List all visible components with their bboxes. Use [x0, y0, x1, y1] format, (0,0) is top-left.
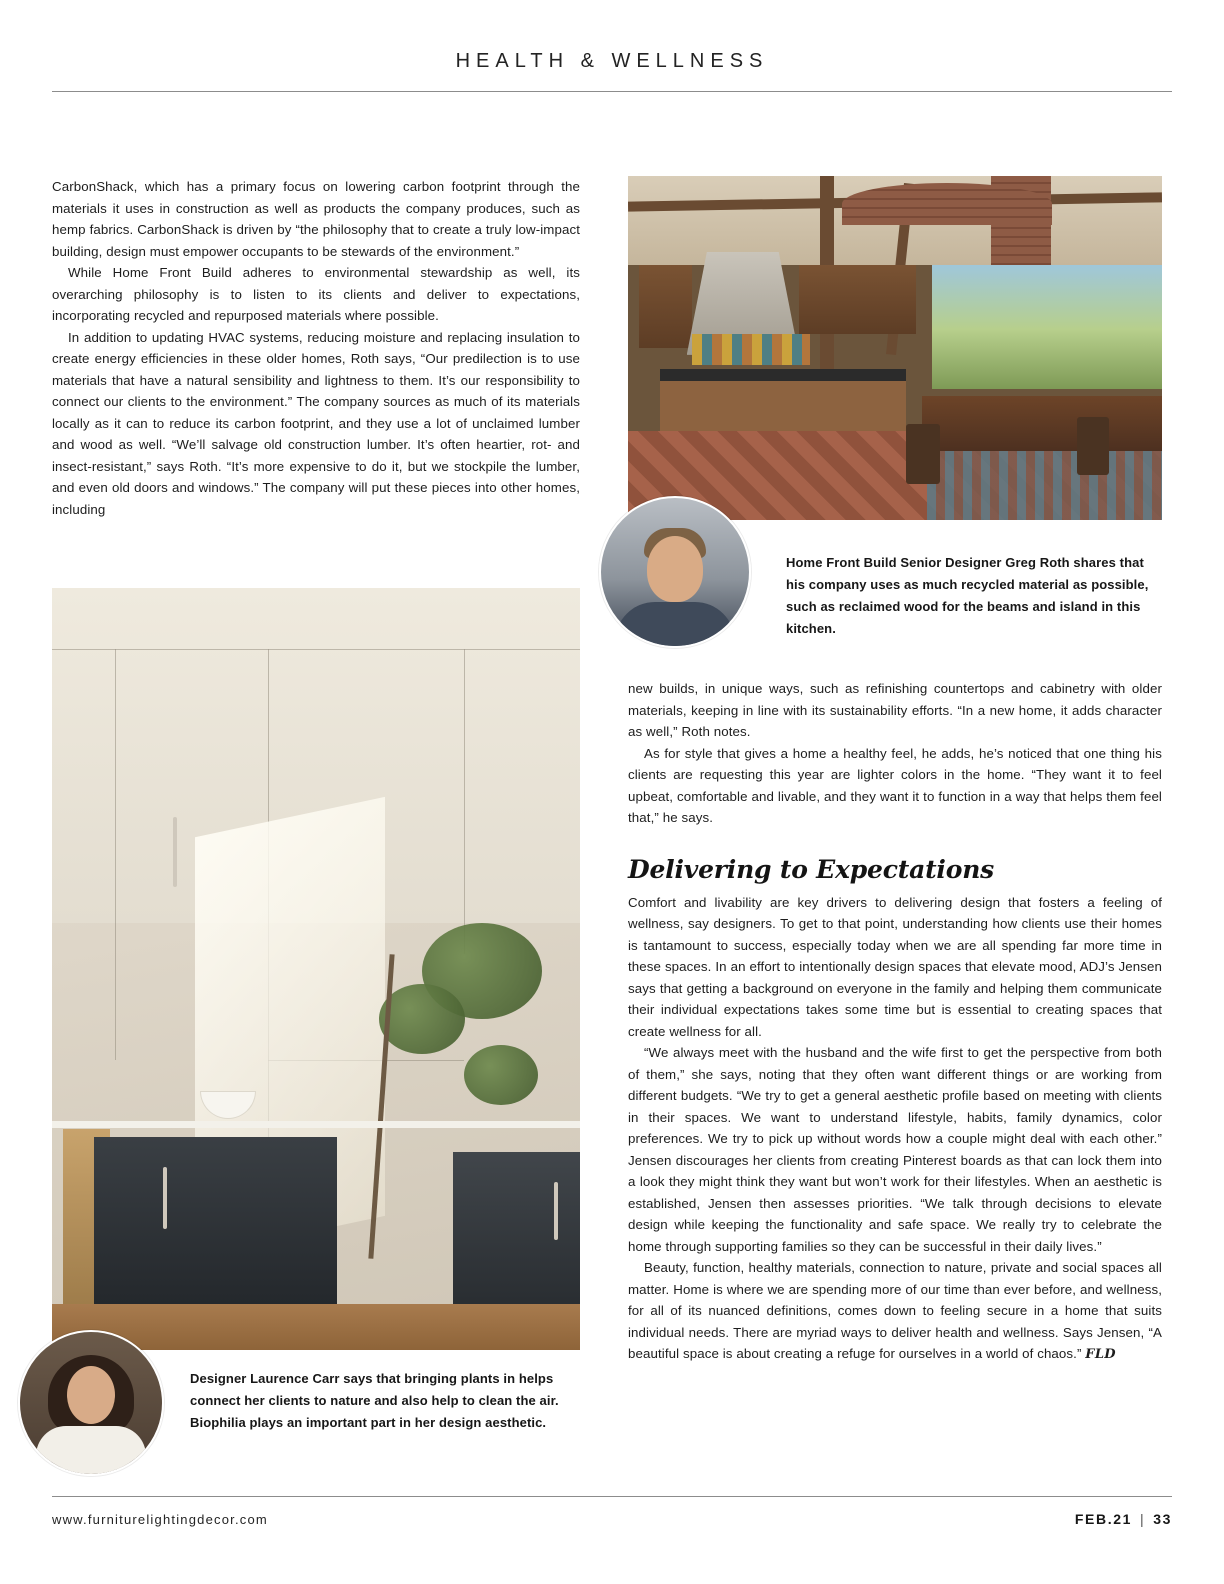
- paragraph: “We always meet with the husband and the wife first to get the perspective from both of them,” she says, noting that they often want different things or are working from different budgets. “We try to get a general aesthetic profile based on meeting with clients in their spaces. We want to understand lifestyle, habits, family dynamics, color preferences. We try to pick up without words how a couple might deal with each other.” Jensen discourages her clients from creating Pinterest boards as that can lock them into a look they might think they want but won’t work for their lifestyles. When an aesthetic is established, Jensen then assesses priorities. “We talk through decisions to elevate design while keeping the functionality and safe space. We really try to celebrate the home through supporting families so they can be successful in their daily lives.”: [628, 1045, 1162, 1254]
- avatar-torso: [36, 1426, 146, 1476]
- avatar-face: [67, 1366, 115, 1424]
- photo-cabinet-handle: [173, 817, 177, 887]
- page-header: [52, 50, 1172, 92]
- photo-cabinet-line: [52, 649, 580, 650]
- photo-cabinet-handle: [554, 1182, 558, 1240]
- photo-chair: [1077, 417, 1109, 475]
- photo-brick-arch: [842, 183, 1052, 225]
- avatar-greg-roth: [599, 496, 751, 648]
- photo-island: [660, 369, 906, 438]
- caption-laurence-carr: Designer Laurence Carr says that bringing plants in helps connect her clients to nature and also help to clean the air. Biophilia plays an important part in her design aesthetic.: [190, 1371, 559, 1430]
- photo-dining-table: [922, 396, 1162, 451]
- photo-chair: [906, 424, 940, 484]
- paragraph: Comfort and livability are key drivers to delivering design that fosters a feeling of wellness, say designers. To get to that point, understanding how clients use their homes is tantamount to success, especially today when we are all spending far more time in these spaces. In an effort to intentionally design spaces that elevate mood, ADJ’s Jensen says that getting a background on everyone in the family and helping them communicate their individual expectations takes some time but is essential to creating spaces that create wellness for all.: [628, 894, 1162, 1039]
- photo-cabinet-line: [464, 649, 465, 954]
- photo-cabinet-line: [115, 649, 116, 1060]
- footer-website[interactable]: www.furniturelightingdecor.com: [52, 1512, 268, 1527]
- avatar-torso: [615, 602, 735, 648]
- avatar-laurence-carr: [18, 1330, 164, 1476]
- photo-countertop: [52, 1121, 580, 1128]
- photo-dark-cabinet: [94, 1137, 337, 1312]
- section-heading: Delivering to Expectations: [628, 854, 995, 884]
- page-footer: [52, 1496, 1172, 1527]
- footer-separator: |: [1139, 1511, 1146, 1527]
- page-title: HEALTH & WELLNESS: [455, 50, 769, 72]
- pantry-photo: [52, 588, 580, 1350]
- paragraph: While Home Front Build adheres to environmental stewardship as well, its overarching philosophy is to listen to its clients and deliver to expectations, incorporating recycled and repurposed materials where possible.: [52, 265, 580, 323]
- right-text-column: [628, 678, 1162, 1366]
- caption-greg-roth: Home Front Build Senior Designer Greg Roth shares that his company uses as much recycled material as possible, such as reclaimed wood for the beams and island in this kitchen.: [786, 555, 1149, 636]
- footer-issue-page: [1075, 1511, 1172, 1527]
- photo-tile-backsplash: [692, 334, 809, 365]
- end-mark: FLD: [1085, 1347, 1116, 1362]
- paragraph: In addition to updating HVAC systems, reducing moisture and replacing insulation to create energy efficiencies in these older homes, Roth says, “Our predilection is to use materials that have a natural sensibility and lightness to them. It’s our responsibility to connect our clients to the environment.” The company sources as much of its materials locally as it can to reduce its carbon footprint, and they use a lot of unclaimed lumber and wood as well. “We’ll salvage old construction lumber. It’s often heartier, rot- and insect-resistant,” says Roth. “It’s more expensive to do it, but we stockpile the lumber, and even old doors and windows.” The company will put these pieces into other homes, including: [52, 329, 580, 517]
- paragraph-text: Beauty, function, healthy materials, connection to nature, private and social spaces all matter. Home is where we are spending more of our time than ever before, and wellness, for all of its nuanced definitions, comes down to feeling secure in a home that suits individual needs. There are myriad ways to deliver health and wellness. Says Jensen, “A beautiful space is about creating a refuge for ourselves in a world of chaos.”: [628, 1260, 1162, 1361]
- photo-window-view: [932, 265, 1162, 389]
- footer-issue: FEB.21: [1074, 1511, 1132, 1527]
- photo-foliage: [464, 1045, 538, 1105]
- photo-dark-cabinet: [453, 1152, 580, 1320]
- left-text-column: [52, 176, 580, 520]
- kitchen-photo: [628, 176, 1162, 520]
- paragraph: new builds, in unique ways, such as refinishing countertops and cabinetry with older materials, keeping in line with its sustainability efforts. “In a new home, it adds character as well,” Roth notes.: [628, 681, 1162, 739]
- header-divider: [52, 91, 1172, 92]
- paragraph: [628, 1257, 1162, 1366]
- photo-foliage: [379, 984, 465, 1054]
- paragraph: CarbonShack, which has a primary focus on lowering carbon footprint through the materials it uses in construction as well as products the company produces, such as hemp fabrics. CarbonShack is driven by “the philosophy that to create a truly low-impact building, design must empower occupants to be stewards of the environment.”: [52, 179, 580, 259]
- paragraph: As for style that gives a home a healthy feel, he adds, he’s noticed that one thing his clients are requesting this year are lighter colors in the home. “They want it to feel upbeat, comfortable and livable, and they want it to function in a way that helps them feel that,” he says.: [628, 745, 1162, 825]
- photo-rug: [927, 451, 1162, 520]
- footer-row: [52, 1497, 1172, 1527]
- avatar-face: [647, 536, 703, 602]
- photo-cabinet: [799, 265, 916, 334]
- photo-cabinet-handle: [163, 1167, 167, 1229]
- photo-cabinet: [639, 265, 692, 348]
- page-number: 33: [1153, 1511, 1172, 1527]
